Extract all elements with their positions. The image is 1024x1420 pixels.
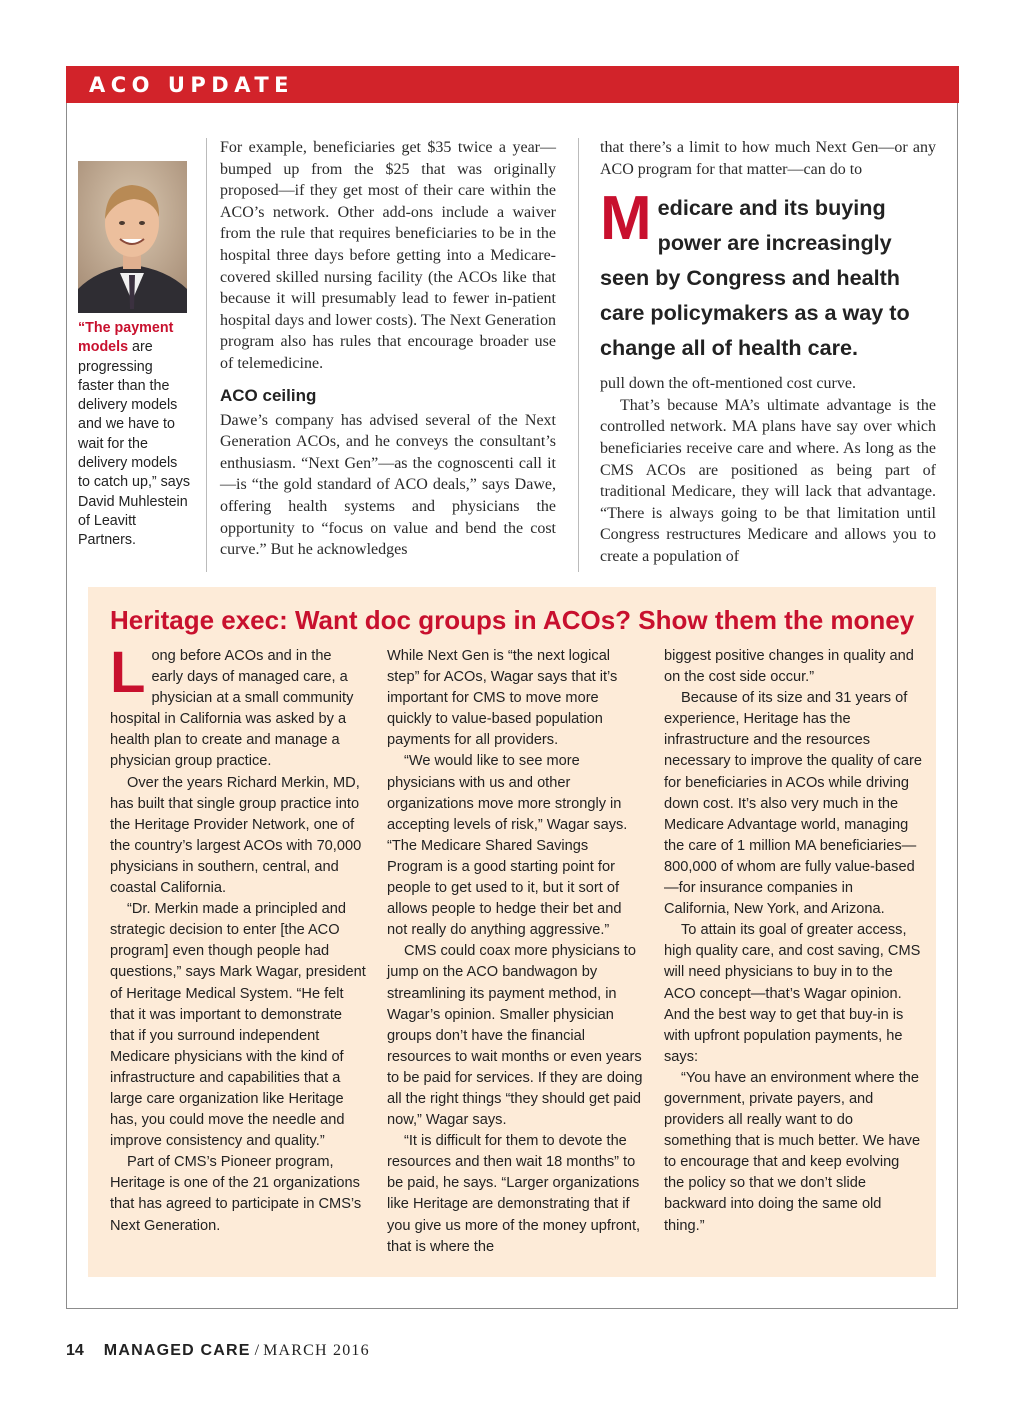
section-title: ACO UPDATE <box>89 73 294 97</box>
paragraph: “Dr. Merkin made a principled and strategic decision to enter [the ACO program] even though people had questions,” says Mark Wagar, president of Heritage Medical System. “He felt that it was important to demonstrate that if you surround independent Medicare physicians with the kind of infrastructure and capabilities that a large care organization like Heritage has, you could move the needle and improve consistency and quality.” <box>110 901 366 1150</box>
paragraph: That’s because MA’s ultimate advantage is the controlled network. MA plans have say over which beneficiaries receive care and where. As long as the CMS ACOs are positioned as being part of traditional Medicare, they will lack that advantage. “There is always going to be that limitation until Congress restructures Medicare and allows you to create a population of <box>600 396 936 565</box>
paragraph <box>110 640 366 773</box>
paragraph: For example, beneficiaries get $35 twice a year—bumped up from the $25 that was originally proposed—if they get most of their care within the ACO’s network. Other add-ons include a waiver from the rule that requires beneficiaries to be in the hospital three days before getting into a Medicare-covered skilled nursing facility (the ACOs like that because it will presumably lead to fewer in-patient hospital days and lower costs). The Next Generation program also has rules that encourage broader use of telemedicine. <box>220 139 556 372</box>
photo-caption <box>78 319 191 551</box>
column-rule <box>578 138 579 572</box>
paragraph: Over the years Richard Merkin, MD, has built that single group practice into the Heritage Provider Network, one of the country’s largest ACOs with 70,000 physicians in southern, central, and coastal California. <box>110 774 362 897</box>
drop-cap: L <box>110 640 146 705</box>
sidebar-column-2 <box>387 646 645 1258</box>
caption-text: are progressing faster than the delivery models and we have to wait for the delivery models to catch up,” says David Muhlestein of Leavitt Partners. <box>78 339 191 549</box>
magazine-name: MANAGED CARE <box>103 1342 251 1359</box>
paragraph: “It is difficult for them to devote the resources and then wait 18 months” to be paid, he says. “Larger organizations like Heritage are demonstrating that if you give us more of the money upfront, that is where the <box>387 1133 641 1255</box>
portrait-photo <box>78 161 187 313</box>
article-column-1 <box>220 137 556 561</box>
paragraph: “We would like to see more physicians with us and other organizations move more strongly in accepting levels of risk,” Wagar says. “The Medicare Shared Savings Program is a good starting point for people to get used to it, but it sort of allows people to hedge their bet and not really do anything aggressive.” <box>387 753 628 939</box>
page-number: 14 <box>66 1342 84 1359</box>
paragraph: biggest positive changes in quality and on the cost side occur.” <box>664 648 914 686</box>
paragraph: pull down the oft-mentioned cost curve. <box>600 375 856 393</box>
column-rule <box>206 138 207 572</box>
pull-quote-initial: M <box>600 184 652 254</box>
caption-highlight: “The payment models <box>78 320 174 356</box>
issue-date: MARCH 2016 <box>263 1342 370 1359</box>
paragraph: While Next Gen is “the next logical step” for ACOs, Wagar says that it’s important for CMS to move more quickly to value-based population payments for all providers. <box>387 648 618 749</box>
paragraph: Part of CMS’s Pioneer program, Heritage is one of the 21 organizations that has agreed to participate in CMS’s Next Generation. <box>110 1154 362 1234</box>
paragraph: “You have an environment where the government, private payers, and providers all really want to do something that is much better. We have to encourage that and keep evolving the policy so that we don’t slide backward into doing the same old thing.” <box>664 1069 921 1234</box>
sidebar-column-3 <box>664 646 922 1237</box>
footer-separator: / <box>254 1342 260 1359</box>
subhead: ACO ceiling <box>220 385 317 405</box>
pull-quote-text: edicare and its buying power are increasingly seen by Congress and health care policymakers as a way to change all of health care. <box>600 195 910 361</box>
paragraph: CMS could coax more physicians to jump on the ACO bandwagon by streamlining its payment method, in Wagar’s opinion. Smaller physician groups don’t have the financial resources to wait months or even years to be paid for services. If they are doing all the right things “they should get paid now,” Wagar says. <box>387 943 643 1129</box>
sidebar-column-1 <box>110 640 366 1237</box>
pull-quote <box>600 184 936 365</box>
paragraph: Because of its size and 31 years of experience, Heritage has the infrastructure and the resources necessary to improve the quality of care for beneficiaries in ACOs while driving down cost. It’s also very much in the Medicare Advantage world, managing the care of 1 million MA beneficiaries—800,000 of whom are fully value-based—for insurance companies in California, New York, and Arizona. <box>664 690 922 918</box>
sidebar-title: Heritage exec: Want doc groups in ACOs? Show them the money <box>110 605 915 635</box>
page-footer <box>66 1340 370 1362</box>
paragraph: Dawe’s company has advised several of the Next Generation ACOs, and he conveys the consultant’s enthusiasm. “Next Gen”—as the cognoscenti call it—is “the gold standard of ACO deals,” says Dawe, offering health systems and physicians the opportunity to “focus on value and bend the cost curve.” But he acknowledges <box>220 411 556 559</box>
paragraph: that there’s a limit to how much Next Gen—or any ACO program for that matter—can do to <box>600 139 936 178</box>
paragraph: To attain its goal of greater access, high quality care, and cost saving, CMS will need physicians to buy in to the ACO concept—that’s Wagar opinion. And the best way to get that buy-in is with upfront population payments, he says: <box>664 922 921 1065</box>
article-column-2 <box>600 137 936 568</box>
paragraph-text: ong before ACOs and in the early days of managed care, a physician at a small community hospital in California was asked by a health plan to create and manage a physician group practice. <box>110 648 354 770</box>
